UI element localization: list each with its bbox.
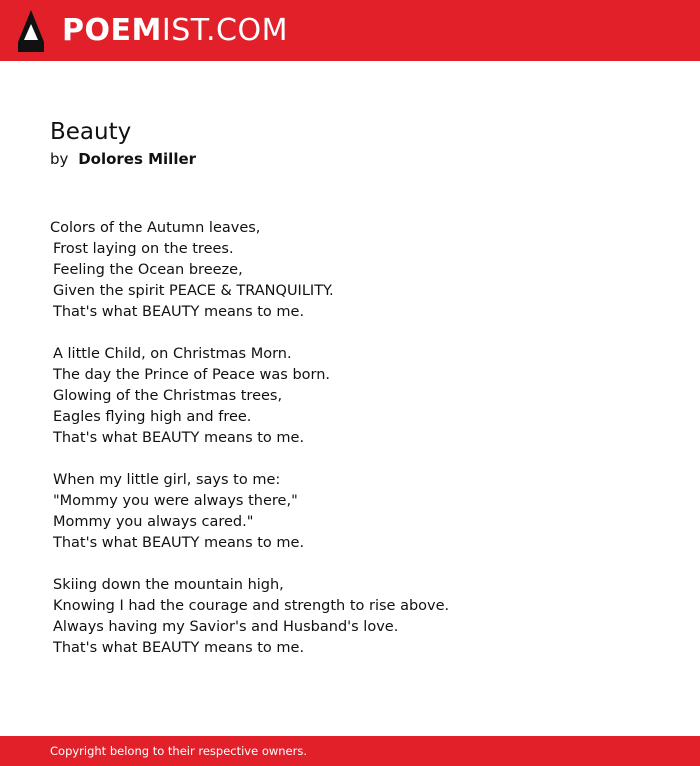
- stanza: [50, 470, 650, 554]
- author-name[interactable]: Dolores Miller: [78, 150, 197, 168]
- poem-line: Knowing I had the courage and strength to rise above.: [53, 598, 450, 614]
- poem-line: Eagles flying high and free.: [53, 409, 252, 425]
- poem-line: That's what BEAUTY means to me.: [53, 640, 305, 656]
- poem-line: That's what BEAUTY means to me.: [53, 535, 305, 551]
- byline: [50, 149, 196, 169]
- poem-line: Feeling the Ocean breeze,: [53, 262, 243, 278]
- poem-body: [50, 218, 650, 680]
- site-logo[interactable]: [62, 13, 288, 49]
- logo-text-light: IST.COM: [161, 13, 288, 48]
- poem-title: Beauty: [50, 119, 132, 145]
- stanza: [50, 218, 650, 323]
- poem-line: That's what BEAUTY means to me.: [53, 304, 305, 320]
- stanza: [50, 344, 650, 449]
- poem-line: Glowing of the Christmas trees,: [53, 388, 283, 404]
- poem-line: "Mommy you were always there,": [53, 493, 298, 509]
- copyright-text: Copyright belong to their respective owners.: [50, 744, 308, 758]
- poem-line: Skiing down the mountain high,: [53, 577, 284, 593]
- poem-line: A little Child, on Christmas Morn.: [53, 346, 292, 362]
- poem-line: That's what BEAUTY means to me.: [53, 430, 305, 446]
- poem-line: When my little girl, says to me:: [53, 472, 281, 488]
- poem-line: Always having my Savior's and Husband's love.: [53, 619, 399, 635]
- poem-line: Colors of the Autumn leaves,: [50, 220, 261, 236]
- poem-line: Given the spirit PEACE & TRANQUILITY.: [53, 283, 334, 299]
- poem-line: The day the Prince of Peace was born.: [53, 367, 331, 383]
- stanza: [50, 575, 650, 659]
- logo-text-bold: POEM: [62, 13, 162, 48]
- pencil-icon[interactable]: [18, 10, 44, 52]
- poem-line: Mommy you always cared.": [53, 514, 254, 530]
- poem-line: Frost laying on the trees.: [53, 241, 234, 257]
- site-header: [0, 0, 700, 61]
- site-footer: [0, 736, 700, 766]
- by-label: by: [50, 150, 69, 168]
